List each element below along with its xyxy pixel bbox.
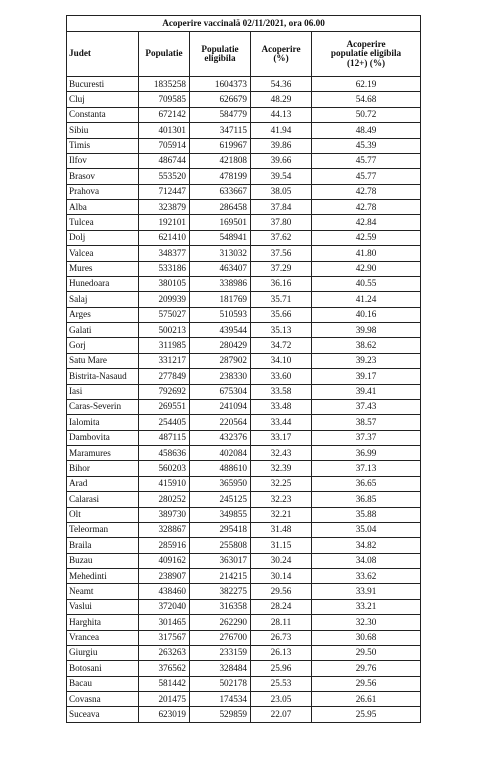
populatie-eligibila-cell: 220564	[190, 415, 251, 430]
acoperire-cell: 30.14	[251, 569, 312, 584]
judet-cell: Ialomita	[67, 415, 139, 430]
acoperire-eligibila-cell: 39.17	[312, 369, 421, 384]
judet-cell: Salaj	[67, 292, 139, 307]
populatie-eligibila-cell: 245125	[190, 492, 251, 507]
acoperire-eligibila-cell: 29.76	[312, 661, 421, 676]
acoperire-eligibila-cell: 42.59	[312, 230, 421, 245]
populatie-cell: 560203	[139, 461, 190, 476]
table-row	[67, 138, 421, 153]
table-row	[67, 353, 421, 368]
acoperire-eligibila-cell: 38.62	[312, 338, 421, 353]
populatie-eligibila-cell: 402084	[190, 446, 251, 461]
acoperire-eligibila-cell: 35.88	[312, 507, 421, 522]
acoperire-cell: 37.80	[251, 215, 312, 230]
populatie-eligibila-cell: 675304	[190, 384, 251, 399]
header-acoperire-eligibila-line1: Acoperire	[346, 39, 386, 50]
vaccination-coverage-document	[66, 15, 420, 723]
acoperire-cell: 54.36	[251, 77, 312, 92]
populatie-eligibila-cell: 276700	[190, 630, 251, 645]
judet-cell: Arges	[67, 307, 139, 322]
table-row	[67, 399, 421, 414]
populatie-cell: 553520	[139, 169, 190, 184]
table-row	[67, 676, 421, 691]
judet-cell: Gorj	[67, 338, 139, 353]
acoperire-cell: 34.72	[251, 338, 312, 353]
table-row	[67, 307, 421, 322]
header-acoperire-eligibila	[312, 32, 421, 77]
acoperire-eligibila-cell: 42.90	[312, 261, 421, 276]
acoperire-cell: 33.60	[251, 369, 312, 384]
header-acoperire-line1: Acoperire	[261, 43, 301, 54]
judet-cell: Timis	[67, 138, 139, 153]
acoperire-cell: 44.13	[251, 107, 312, 122]
populatie-cell: 331217	[139, 353, 190, 368]
table-row	[67, 200, 421, 215]
header-populatie-eligibila-line2: eligibila	[204, 53, 236, 63]
populatie-cell: 380105	[139, 276, 190, 291]
populatie-eligibila-cell: 241094	[190, 399, 251, 414]
judet-cell: Ilfov	[67, 153, 139, 168]
judet-cell: Harghita	[67, 615, 139, 630]
table-row	[67, 446, 421, 461]
table-row	[67, 492, 421, 507]
acoperire-eligibila-cell: 29.50	[312, 645, 421, 660]
acoperire-eligibila-cell: 42.78	[312, 184, 421, 199]
populatie-eligibila-cell: 349855	[190, 507, 251, 522]
judet-cell: Dambovita	[67, 430, 139, 445]
acoperire-cell: 39.66	[251, 153, 312, 168]
populatie-cell: 623019	[139, 707, 190, 722]
populatie-eligibila-cell: 286458	[190, 200, 251, 215]
table-row	[67, 630, 421, 645]
populatie-cell: 712447	[139, 184, 190, 199]
judet-cell: Dolj	[67, 230, 139, 245]
table-row	[67, 476, 421, 491]
judet-cell: Iasi	[67, 384, 139, 399]
acoperire-eligibila-cell: 36.85	[312, 492, 421, 507]
table-row	[67, 645, 421, 660]
table-row	[67, 92, 421, 107]
populatie-cell: 192101	[139, 215, 190, 230]
table-title: Acoperire vaccinală 02/11/2021, ora 06.00	[67, 16, 421, 32]
populatie-eligibila-cell: 328484	[190, 661, 251, 676]
populatie-eligibila-cell: 169501	[190, 215, 251, 230]
table-row	[67, 553, 421, 568]
populatie-cell: 486744	[139, 153, 190, 168]
acoperire-cell: 31.15	[251, 538, 312, 553]
populatie-eligibila-cell: 1604373	[190, 77, 251, 92]
judet-cell: Tulcea	[67, 215, 139, 230]
populatie-cell: 792692	[139, 384, 190, 399]
judet-cell: Sibiu	[67, 123, 139, 138]
judet-cell: Galati	[67, 323, 139, 338]
populatie-eligibila-cell: 432376	[190, 430, 251, 445]
acoperire-cell: 34.10	[251, 353, 312, 368]
acoperire-eligibila-cell: 42.84	[312, 215, 421, 230]
acoperire-cell: 39.86	[251, 138, 312, 153]
acoperire-cell: 37.56	[251, 246, 312, 261]
populatie-cell: 372040	[139, 599, 190, 614]
populatie-cell: 254405	[139, 415, 190, 430]
acoperire-eligibila-cell: 36.99	[312, 446, 421, 461]
populatie-cell: 328867	[139, 522, 190, 537]
acoperire-eligibila-cell: 48.49	[312, 123, 421, 138]
judet-cell: Arad	[67, 476, 139, 491]
judet-cell: Constanta	[67, 107, 139, 122]
judet-cell: Covasna	[67, 692, 139, 707]
header-judet: Judet	[67, 32, 139, 77]
table-row	[67, 323, 421, 338]
judet-cell: Mures	[67, 261, 139, 276]
acoperire-cell: 33.58	[251, 384, 312, 399]
acoperire-eligibila-cell: 25.95	[312, 707, 421, 722]
acoperire-cell: 33.44	[251, 415, 312, 430]
acoperire-eligibila-cell: 26.61	[312, 692, 421, 707]
populatie-eligibila-cell: 174534	[190, 692, 251, 707]
populatie-cell: 269551	[139, 399, 190, 414]
table-row	[67, 276, 421, 291]
acoperire-eligibila-cell: 34.82	[312, 538, 421, 553]
table-row	[67, 292, 421, 307]
acoperire-eligibila-cell: 37.37	[312, 430, 421, 445]
acoperire-eligibila-cell: 41.80	[312, 246, 421, 261]
acoperire-eligibila-cell: 40.16	[312, 307, 421, 322]
acoperire-cell: 37.84	[251, 200, 312, 215]
acoperire-eligibila-cell: 42.78	[312, 200, 421, 215]
populatie-cell: 672142	[139, 107, 190, 122]
acoperire-eligibila-cell: 36.65	[312, 476, 421, 491]
acoperire-cell: 31.48	[251, 522, 312, 537]
populatie-eligibila-cell: 280429	[190, 338, 251, 353]
table-row	[67, 215, 421, 230]
populatie-cell: 263263	[139, 645, 190, 660]
populatie-eligibila-cell: 529859	[190, 707, 251, 722]
acoperire-cell: 32.43	[251, 446, 312, 461]
table-row	[67, 338, 421, 353]
populatie-cell: 389730	[139, 507, 190, 522]
acoperire-eligibila-cell: 34.08	[312, 553, 421, 568]
populatie-eligibila-cell: 316358	[190, 599, 251, 614]
header-acoperire	[251, 32, 312, 77]
populatie-eligibila-cell: 478199	[190, 169, 251, 184]
populatie-cell: 285916	[139, 538, 190, 553]
table-row	[67, 707, 421, 722]
acoperire-eligibila-cell: 62.19	[312, 77, 421, 92]
acoperire-eligibila-cell: 33.21	[312, 599, 421, 614]
acoperire-eligibila-cell: 37.43	[312, 399, 421, 414]
header-populatie: Populatie	[139, 32, 190, 77]
table-body	[67, 77, 421, 723]
acoperire-cell: 32.39	[251, 461, 312, 476]
acoperire-cell: 38.05	[251, 184, 312, 199]
acoperire-eligibila-cell: 45.77	[312, 169, 421, 184]
table-row	[67, 230, 421, 245]
judet-cell: Maramures	[67, 446, 139, 461]
acoperire-eligibila-cell: 45.77	[312, 153, 421, 168]
judet-cell: Mehedinti	[67, 569, 139, 584]
acoperire-cell: 33.48	[251, 399, 312, 414]
judet-cell: Valcea	[67, 246, 139, 261]
acoperire-cell: 25.96	[251, 661, 312, 676]
acoperire-eligibila-cell: 50.72	[312, 107, 421, 122]
populatie-eligibila-cell: 347115	[190, 123, 251, 138]
populatie-eligibila-cell: 502178	[190, 676, 251, 691]
acoperire-eligibila-cell: 39.98	[312, 323, 421, 338]
table-row	[67, 153, 421, 168]
header-populatie-eligibila-line1: Populatie	[201, 43, 239, 54]
acoperire-cell: 22.07	[251, 707, 312, 722]
populatie-eligibila-cell: 313032	[190, 246, 251, 261]
populatie-eligibila-cell: 214215	[190, 569, 251, 584]
acoperire-eligibila-cell: 33.91	[312, 584, 421, 599]
populatie-eligibila-cell: 262290	[190, 615, 251, 630]
populatie-eligibila-cell: 584779	[190, 107, 251, 122]
table-row	[67, 507, 421, 522]
populatie-eligibila-cell: 488610	[190, 461, 251, 476]
acoperire-eligibila-cell: 39.23	[312, 353, 421, 368]
table-row	[67, 599, 421, 614]
populatie-eligibila-cell: 255808	[190, 538, 251, 553]
populatie-eligibila-cell: 233159	[190, 645, 251, 660]
populatie-cell: 311985	[139, 338, 190, 353]
table-row	[67, 461, 421, 476]
table-row	[67, 107, 421, 122]
judet-cell: Caras-Severin	[67, 399, 139, 414]
populatie-eligibila-cell: 633667	[190, 184, 251, 199]
acoperire-cell: 32.21	[251, 507, 312, 522]
acoperire-cell: 29.56	[251, 584, 312, 599]
judet-cell: Teleorman	[67, 522, 139, 537]
table-row	[67, 584, 421, 599]
judet-cell: Bihor	[67, 461, 139, 476]
acoperire-eligibila-cell: 35.04	[312, 522, 421, 537]
populatie-cell: 277849	[139, 369, 190, 384]
populatie-eligibila-cell: 382275	[190, 584, 251, 599]
judet-cell: Olt	[67, 507, 139, 522]
acoperire-eligibila-cell: 40.55	[312, 276, 421, 291]
judet-cell: Vrancea	[67, 630, 139, 645]
vaccination-coverage-table	[66, 15, 421, 723]
populatie-eligibila-cell: 626679	[190, 92, 251, 107]
populatie-cell: 575027	[139, 307, 190, 322]
populatie-cell: 487115	[139, 430, 190, 445]
header-populatie-eligibila	[190, 32, 251, 77]
acoperire-cell: 26.73	[251, 630, 312, 645]
judet-cell: Bacau	[67, 676, 139, 691]
table-row	[67, 692, 421, 707]
populatie-cell: 280252	[139, 492, 190, 507]
populatie-cell: 317567	[139, 630, 190, 645]
acoperire-cell: 39.54	[251, 169, 312, 184]
judet-cell: Bistrita-Nasaud	[67, 369, 139, 384]
acoperire-cell: 35.71	[251, 292, 312, 307]
table-row	[67, 369, 421, 384]
judet-cell: Alba	[67, 200, 139, 215]
populatie-cell: 415910	[139, 476, 190, 491]
acoperire-eligibila-cell: 38.57	[312, 415, 421, 430]
acoperire-cell: 37.29	[251, 261, 312, 276]
populatie-eligibila-cell: 463407	[190, 261, 251, 276]
populatie-cell: 348377	[139, 246, 190, 261]
table-row	[67, 415, 421, 430]
acoperire-cell: 35.66	[251, 307, 312, 322]
acoperire-cell: 32.25	[251, 476, 312, 491]
populatie-cell: 533186	[139, 261, 190, 276]
judet-cell: Brasov	[67, 169, 139, 184]
populatie-cell: 301465	[139, 615, 190, 630]
acoperire-eligibila-cell: 33.62	[312, 569, 421, 584]
table-row	[67, 569, 421, 584]
populatie-eligibila-cell: 295418	[190, 522, 251, 537]
table-row	[67, 615, 421, 630]
populatie-cell: 323879	[139, 200, 190, 215]
table-row	[67, 384, 421, 399]
judet-cell: Vaslui	[67, 599, 139, 614]
table-row	[67, 184, 421, 199]
populatie-cell: 705914	[139, 138, 190, 153]
judet-cell: Satu Mare	[67, 353, 139, 368]
table-row	[67, 430, 421, 445]
populatie-eligibila-cell: 338986	[190, 276, 251, 291]
populatie-eligibila-cell: 548941	[190, 230, 251, 245]
judet-cell: Buzau	[67, 553, 139, 568]
acoperire-cell: 32.23	[251, 492, 312, 507]
table-row	[67, 77, 421, 92]
acoperire-cell: 37.62	[251, 230, 312, 245]
acoperire-cell: 28.11	[251, 615, 312, 630]
judet-cell: Calarasi	[67, 492, 139, 507]
populatie-cell: 438460	[139, 584, 190, 599]
acoperire-eligibila-cell: 41.24	[312, 292, 421, 307]
acoperire-eligibila-cell: 37.13	[312, 461, 421, 476]
populatie-cell: 1835258	[139, 77, 190, 92]
populatie-eligibila-cell: 238330	[190, 369, 251, 384]
judet-cell: Cluj	[67, 92, 139, 107]
judet-cell: Hunedoara	[67, 276, 139, 291]
acoperire-cell: 35.13	[251, 323, 312, 338]
acoperire-cell: 41.94	[251, 123, 312, 138]
header-acoperire-eligibila-line2: populatie eligibila	[330, 48, 402, 59]
populatie-cell: 458636	[139, 446, 190, 461]
acoperire-cell: 33.17	[251, 430, 312, 445]
acoperire-eligibila-cell: 30.68	[312, 630, 421, 645]
table-row	[67, 661, 421, 676]
populatie-cell: 409162	[139, 553, 190, 568]
acoperire-cell: 23.05	[251, 692, 312, 707]
populatie-cell: 401301	[139, 123, 190, 138]
acoperire-eligibila-cell: 54.68	[312, 92, 421, 107]
header-acoperire-eligibila-line3: (12+) (%)	[346, 57, 386, 68]
populatie-cell: 209939	[139, 292, 190, 307]
populatie-eligibila-cell: 439544	[190, 323, 251, 338]
acoperire-cell: 48.29	[251, 92, 312, 107]
acoperire-eligibila-cell: 32.30	[312, 615, 421, 630]
table-row	[67, 246, 421, 261]
populatie-eligibila-cell: 363017	[190, 553, 251, 568]
judet-cell: Bucuresti	[67, 77, 139, 92]
populatie-cell: 709585	[139, 92, 190, 107]
acoperire-eligibila-cell: 29.56	[312, 676, 421, 691]
judet-cell: Suceava	[67, 707, 139, 722]
table-row	[67, 522, 421, 537]
populatie-eligibila-cell: 510593	[190, 307, 251, 322]
judet-cell: Prahova	[67, 184, 139, 199]
table-row	[67, 538, 421, 553]
populatie-cell: 376562	[139, 661, 190, 676]
acoperire-cell: 28.24	[251, 599, 312, 614]
populatie-cell: 201475	[139, 692, 190, 707]
populatie-eligibila-cell: 181769	[190, 292, 251, 307]
acoperire-eligibila-cell: 39.41	[312, 384, 421, 399]
populatie-cell: 621410	[139, 230, 190, 245]
populatie-cell: 581442	[139, 676, 190, 691]
populatie-cell: 500213	[139, 323, 190, 338]
judet-cell: Braila	[67, 538, 139, 553]
acoperire-cell: 30.24	[251, 553, 312, 568]
populatie-eligibila-cell: 619967	[190, 138, 251, 153]
acoperire-cell: 25.53	[251, 676, 312, 691]
header-acoperire-line2: (%)	[273, 53, 289, 63]
acoperire-cell: 26.13	[251, 645, 312, 660]
populatie-cell: 238907	[139, 569, 190, 584]
judet-cell: Giurgiu	[67, 645, 139, 660]
populatie-eligibila-cell: 365950	[190, 476, 251, 491]
populatie-eligibila-cell: 287902	[190, 353, 251, 368]
populatie-eligibila-cell: 421808	[190, 153, 251, 168]
table-row	[67, 123, 421, 138]
acoperire-cell: 36.16	[251, 276, 312, 291]
table-row	[67, 169, 421, 184]
table-row	[67, 261, 421, 276]
acoperire-eligibila-cell: 45.39	[312, 138, 421, 153]
judet-cell: Botosani	[67, 661, 139, 676]
judet-cell: Neamt	[67, 584, 139, 599]
